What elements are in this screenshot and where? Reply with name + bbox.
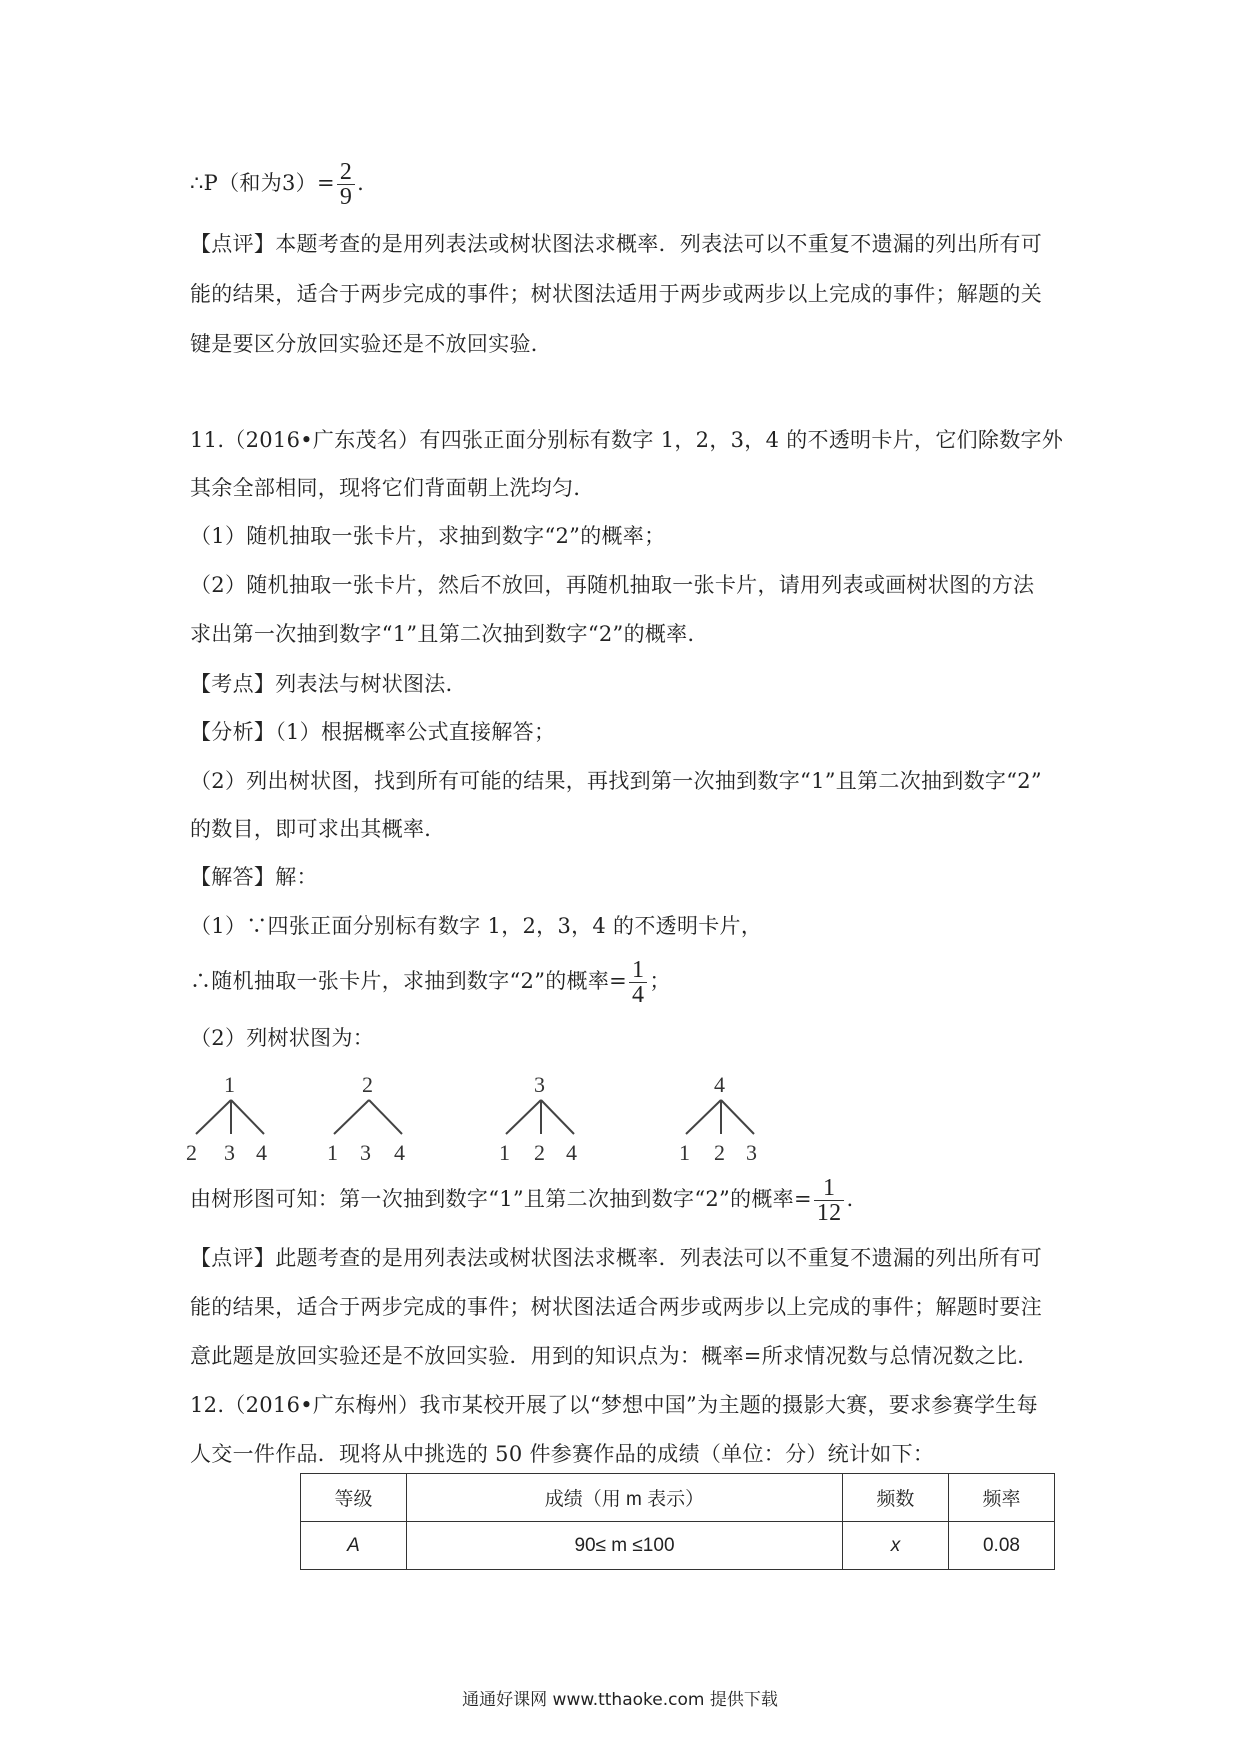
tree-root: 1	[224, 1072, 235, 1097]
q11-line: （1）随机抽取一张卡片，求抽到数字“2”的概率；	[190, 524, 666, 548]
grade-table	[300, 1473, 1055, 1570]
tree-leaf: 1	[679, 1140, 690, 1165]
tree-root: 3	[534, 1072, 545, 1097]
table-header-row	[301, 1474, 1055, 1522]
tree-intro: （2）列树状图为：	[190, 1026, 375, 1050]
table-cell	[842, 1522, 948, 1570]
q11-line: 【解答】解：	[190, 865, 318, 889]
tree-leaf: 4	[394, 1140, 405, 1165]
comment-line: 键是要区分放回实验还是不放回实验．	[190, 332, 553, 356]
q11-line: 【考点】列表法与树状图法．	[190, 672, 467, 696]
tree-diagram-4	[676, 1070, 766, 1170]
table-cell-value: x	[890, 1534, 901, 1556]
tree-diagram-2	[324, 1070, 414, 1170]
q12-line: 人交一件作品．现将从中挑选的 50 件参赛作品的成绩（单位：分）统计如下：	[190, 1442, 935, 1466]
p2-answer	[190, 1176, 853, 1225]
table-header-cell: 频数	[842, 1474, 948, 1522]
q11-line: （2）随机抽取一张卡片，然后不放回，再随机抽取一张卡片，请用列表或画树状图的方法	[190, 573, 1035, 597]
q11-line: 其余全部相同，现将它们背面朝上洗均匀．	[190, 476, 595, 500]
q11-line: 的数目，即可求出其概率．	[190, 817, 446, 841]
answer-prefix: ∴随机抽取一张卡片，求抽到数字“2”的概率=	[190, 969, 628, 993]
fraction-denominator: 12	[816, 1200, 842, 1226]
fraction	[337, 160, 355, 209]
table-cell-value: A	[347, 1534, 360, 1556]
q12-line: 12.（2016•广东梅州）我市某校开展了以“梦想中国”为主题的摄影大赛，要求参赛学生每	[190, 1393, 1038, 1417]
tree-leaf: 1	[499, 1140, 510, 1165]
table-header-cell: 频率	[948, 1474, 1054, 1522]
table-cell: 0.08	[948, 1522, 1054, 1570]
tree-root: 2	[362, 1072, 373, 1097]
result-line	[190, 160, 364, 209]
tree-diagram-3	[496, 1070, 586, 1170]
tree-leaf: 2	[534, 1140, 545, 1165]
tree-leaf: 4	[566, 1140, 577, 1165]
table-row	[301, 1522, 1055, 1570]
tree-leaf: 3	[360, 1140, 371, 1165]
table-cell: 90≤ m ≤100	[407, 1522, 843, 1570]
page-footer: 通通好课网 www.tthaoke.com 提供下载	[462, 1690, 778, 1710]
fraction	[629, 958, 647, 1007]
fraction-numerator: 1	[632, 957, 645, 983]
q11-line: 【分析】（1）根据概率公式直接解答；	[190, 720, 556, 744]
q11-line: （2）列出树状图，找到所有可能的结果，再找到第一次抽到数字“1”且第二次抽到数字“2”	[190, 769, 1042, 793]
fraction-denominator: 4	[632, 982, 645, 1008]
fraction	[814, 1176, 845, 1225]
tree-leaf: 3	[224, 1140, 235, 1165]
q11-line: 11.（2016•广东茂名）有四张正面分别标有数字 1，2，3，4 的不透明卡片，它们除数字外	[190, 428, 1064, 452]
comment-line: 能的结果，适合于两步完成的事件；树状图法适用于两步或两步以上完成的事件；解题的关	[190, 282, 1042, 306]
table-header-cell: 等级	[301, 1474, 407, 1522]
table-cell	[301, 1522, 407, 1570]
tree-diagram-1	[186, 1070, 276, 1170]
comment-line: 能的结果，适合于两步完成的事件；树状图法适合两步或两步以上完成的事件；解题时要注	[190, 1295, 1042, 1319]
comment-line: 意此题是放回实验还是不放回实验．用到的知识点为：概率=所求情况数与总情况数之比．	[190, 1344, 1039, 1368]
q11-line: 求出第一次抽到数字“1”且第二次抽到数字“2”的概率．	[190, 622, 709, 646]
tree-root: 4	[714, 1072, 725, 1097]
tree-leaf: 2	[714, 1140, 725, 1165]
tree-leaf: 3	[746, 1140, 757, 1165]
table-header-cell: 成绩（用 m 表示）	[544, 1489, 705, 1510]
answer-suffix: ；	[649, 969, 671, 993]
tree-leaf: 2	[186, 1140, 197, 1165]
fraction-denominator: 9	[339, 184, 353, 210]
fraction-numerator: 1	[823, 1175, 836, 1201]
result-suffix: .	[357, 171, 365, 195]
answer-suffix: .	[846, 1187, 854, 1211]
fraction-numerator: 2	[339, 159, 353, 185]
table-header-cell	[407, 1474, 843, 1522]
answer-prefix: 由树形图可知：第一次抽到数字“1”且第二次抽到数字“2”的概率=	[190, 1187, 812, 1211]
tree-leaf: 4	[256, 1140, 267, 1165]
tree-leaf: 1	[327, 1140, 338, 1165]
comment-line: 【点评】本题考查的是用列表法或树状图法求概率．列表法可以不重复不遗漏的列出所有可	[190, 232, 1042, 256]
result-prefix: ∴P（和为3）=	[190, 171, 335, 195]
q11-line: （1）∵四张正面分别标有数字 1，2，3，4 的不透明卡片，	[190, 914, 763, 938]
p1-answer	[190, 958, 671, 1007]
comment-line: 【点评】此题考查的是用列表法或树状图法求概率．列表法可以不重复不遗漏的列出所有可	[190, 1246, 1042, 1270]
